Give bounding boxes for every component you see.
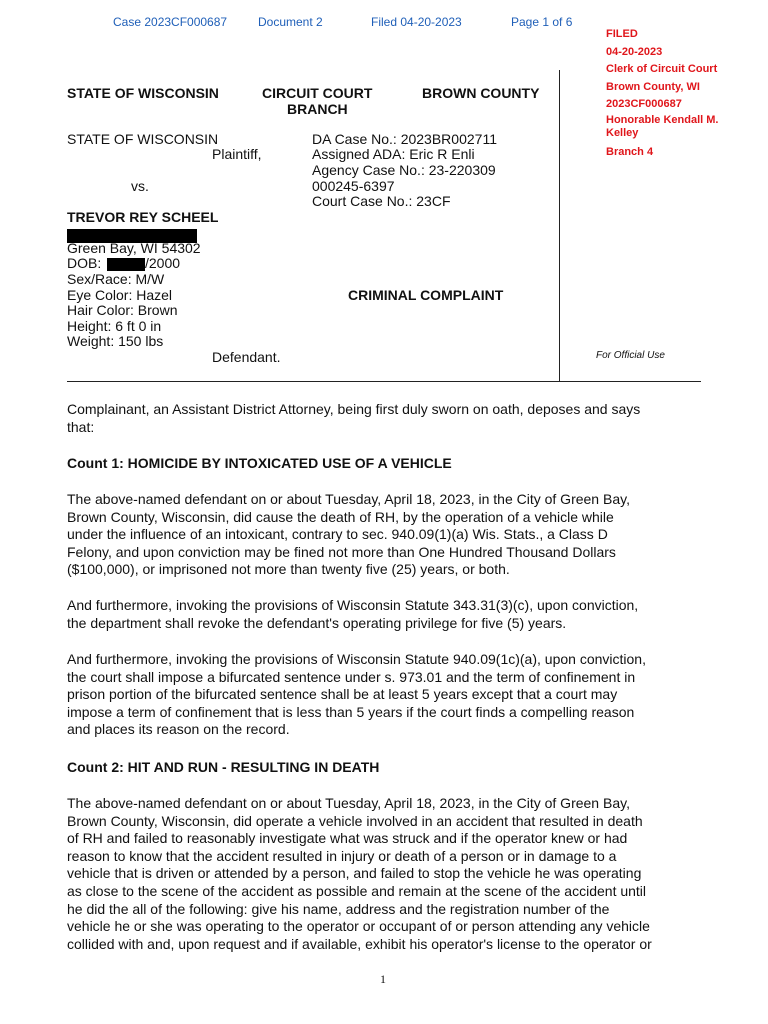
agency-case-number-cont: 000245-6397 (312, 178, 395, 194)
dob-label: DOB: (67, 255, 102, 271)
stamp-line: Honorable Kendall M. Kelley (606, 113, 719, 139)
filed-stamp (606, 26, 756, 161)
stamp-line: 04-20-2023 (606, 45, 663, 58)
agency-case-number: Agency Case No.: 23-220309 (312, 162, 496, 178)
complaint-title: CRIMINAL COMPLAINT (348, 287, 504, 303)
defendant-label: Defendant. (212, 349, 281, 365)
caption-branch: BRANCH (287, 101, 348, 117)
count-2-heading: Count 2: HIT AND RUN - RESULTING IN DEATH (67, 759, 380, 775)
stamp-line: FILED (606, 28, 638, 40)
height: Height: 6 ft 0 in (67, 318, 162, 334)
caption-county: BROWN COUNTY (422, 85, 540, 101)
weight: Weight: 150 lbs (67, 333, 164, 349)
caption-state: STATE OF WISCONSIN (67, 85, 219, 101)
document-number: Document 2 (258, 15, 323, 29)
assigned-ada: Assigned ADA: Eric R Enli (312, 146, 475, 162)
eye-color: Eye Color: Hazel (67, 287, 173, 303)
sex-race: Sex/Race: M/W (67, 271, 165, 287)
count-1-paragraph-2: And furthermore, invoking the provisions of Wisconsin Statute 343.31(3)(c), upon conviction, the department shall revoke the defendant's operating privilege for five (5) years. (67, 597, 639, 631)
stamp-line: Branch 4 (606, 145, 654, 158)
count-1-paragraph-1: The above-named defendant on or about Tuesday, April 18, 2023, in the City of Green Bay, Brown County, Wisconsin, did cause the death of RH, by the operation of a vehicle while under the influence of an intoxicant, contrary to sec. 940.09(1)(a) Wis. Stats., a Class D Felony, and upon conviction may be fined not more than One Hundred Thousand Dollars ($100,000), or imprisoned not more than twenty five (25) years, or both. (67, 491, 630, 578)
page-indicator: Page 1 of 6 (511, 15, 573, 29)
page-number: 1 (380, 972, 386, 986)
filed-date: Filed 04-20-2023 (371, 15, 462, 29)
defendant-name: TREVOR REY SCHEEL (67, 209, 219, 225)
intro-paragraph: Complainant, an Assistant District Attorney, being first duly sworn on oath, deposes and says that: (67, 401, 641, 435)
stamp-line: Brown County, WI (606, 80, 700, 93)
court-case-number: Court Case No.: 23CF (312, 193, 451, 209)
dob-year: /2000 (145, 255, 181, 271)
case-number: Case 2023CF000687 (113, 15, 228, 29)
plaintiff-label: Plaintiff, (212, 146, 262, 162)
caption-court: CIRCUIT COURT (262, 85, 373, 101)
stamp-line: 2023CF000687 (606, 98, 682, 110)
stamp-line: Clerk of Circuit Court (606, 63, 718, 75)
versus: vs. (131, 178, 149, 194)
plaintiff-name: STATE OF WISCONSIN (67, 131, 219, 147)
redaction-block (107, 258, 145, 271)
defendant-city: Green Bay, WI 54302 (67, 240, 201, 256)
count-1-heading: Count 1: HOMICIDE BY INTOXICATED USE OF A VEHICLE (67, 455, 452, 471)
count-1-paragraph-3: And furthermore, invoking the provisions of Wisconsin Statute 940.09(1c)(a), upon conviction, the court shall impose a bifurcated sentence under s. 973.01 and the term of confinement in prison portion of the bifurcated sentence shall be at least 5 years except that a court may impose a term of confinement that is less than 5 years if the court finds a compelling reason and places its reason on the record. (67, 651, 646, 738)
count-2-paragraph-1: The above-named defendant on or about Tuesday, April 18, 2023, in the City of Green Bay, Brown County, Wisconsin, did operate a vehicle involved in an accident that resulted in death of RH and failed to reasonably investigate what was struck and if the operator knew or had reason to know that the accident resulted in injury or death of a person or in damage to a vehicle that is driven or attended by a person, and failed to stop the vehicle he was operating as close to the scene of the accident as possible and remain at the scene of the accident until he did the all of the following: give his name, address and the registration number of the vehicle he or she was operating to the operator or occupant of or person attending any vehicle collided with and, upon request and if available, exhibit his operator's license to the operator or (67, 795, 652, 952)
caption-divider-horizontal (67, 381, 701, 382)
caption-divider-vertical (559, 70, 560, 382)
hair-color: Hair Color: Brown (67, 302, 178, 318)
official-use-label: For Official Use (596, 350, 665, 361)
da-case-number: DA Case No.: 2023BR002711 (312, 131, 497, 147)
